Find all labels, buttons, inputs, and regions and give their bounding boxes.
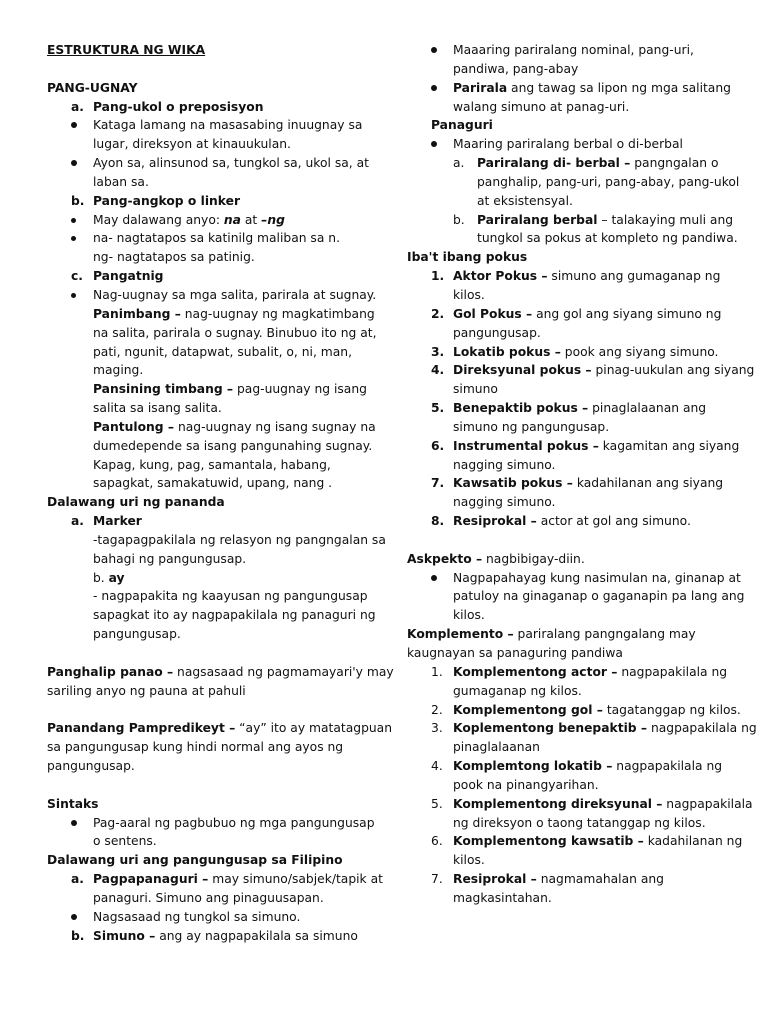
marker-line: -tagapagpakilala ng relasyon ng pangngalan sa bbox=[93, 532, 386, 547]
pansining-line: Pansining timbang – pag-uugnay ng isang bbox=[93, 382, 367, 397]
pokus-item-4: 4. Direksyunal pokus – pinag-uukulan ang siyang bbox=[431, 363, 755, 378]
item-b-ay: b. ay bbox=[93, 570, 125, 585]
pokus-item-1: 1. Aktor Pokus – simuno ang gumaganap ng bbox=[431, 269, 721, 284]
bullet-maaaring: Maaaring pariralang nominal, pang-uri, bbox=[407, 41, 729, 60]
ay-line: - nagpapakita ng kaayusan ng pangungusap bbox=[93, 589, 368, 604]
item-a-pagpapanaguri: a. Pagpapanaguri – may simuno/sabjek/tapik at bbox=[71, 872, 383, 887]
pokus-item-cont: pangungusap. bbox=[453, 325, 541, 340]
bullet-nagsasaad: Nagsasaad ng tungkol sa simuno. bbox=[47, 908, 377, 927]
ay-line: sapagkat ito ay nagpapakilala ng panaguri ng bbox=[93, 608, 376, 623]
komplemento-item-cont: gumaganap ng kilos. bbox=[453, 683, 582, 698]
bullet-parirala-cont: walang simuno at panag-uri. bbox=[453, 99, 630, 114]
bullet-sintaks: Pag-aaral ng pagbubuo ng mga pangungusap bbox=[47, 814, 377, 833]
bullet-icon bbox=[431, 47, 437, 53]
bullet-ayon-cont: laban sa. bbox=[93, 174, 149, 189]
pantulong-cont: Kapag, kung, pag, samantala, habang, bbox=[93, 457, 331, 472]
bullet-icon bbox=[71, 122, 77, 128]
pantulong-cont: dumedepende sa isang pangunahing sugnay. bbox=[93, 438, 373, 453]
heading-pokus: Iba't ibang pokus bbox=[407, 250, 528, 265]
bullet-icon bbox=[71, 293, 76, 298]
panandang-cont: pangungusap. bbox=[47, 759, 135, 774]
item-b-simuno: b. Simuno – ang ay nagpapakilala sa simuno bbox=[71, 928, 358, 943]
pokus-item-2: 2. Gol Pokus – ang gol ang siyang simuno ng bbox=[431, 306, 722, 321]
pokus-item-7: 7. Kawsatib pokus – kadahilanan ang siyang bbox=[431, 476, 724, 491]
komplemento-list bbox=[407, 663, 757, 908]
bullet-nag-uugnay: Nag-uugnay sa mga salita, parirala at sugnay. bbox=[47, 286, 377, 305]
komplemento-item-5: 5. Komplementong direksyunal – nagpapakilala bbox=[431, 796, 753, 811]
aspekto-line: Askpekto – nagbibigay-diin. bbox=[407, 551, 585, 566]
heading-pang-ugnay: PANG-UGNAY bbox=[47, 80, 138, 95]
bullet-na-ng: na- nagtatapos sa katinilg maliban sa n. bbox=[47, 229, 377, 248]
bullet-icon bbox=[431, 85, 437, 91]
panimbang-cont: pati, ngunit, datapwat, subalit, o, ni, man, bbox=[93, 344, 352, 359]
bullet-maaring: Maaring pariralang berbal o di-berbal bbox=[407, 135, 729, 154]
bullet-nagpapahayag: Nagpapahayag kung nasimulan na, ginanap at bbox=[407, 569, 729, 588]
bullet-parirala: Parirala ang tawag sa lipon ng mga salitang bbox=[407, 79, 729, 98]
panandang-line: Panandang Pampredikeyt – “ay” ito ay matatagpuan bbox=[47, 721, 392, 736]
pantulong-line: Pantulong – nag-uugnay ng isang sugnay na bbox=[93, 419, 376, 434]
right-column bbox=[407, 41, 757, 908]
pansining-cont: salita sa isang salita. bbox=[93, 401, 222, 416]
komplemento-item-1: 1. Komplementong actor – nagpapakilala ng bbox=[431, 664, 728, 679]
bullet-sintaks-cont: o sentens. bbox=[93, 834, 157, 849]
di-berbal-cont: at eksistensyal. bbox=[477, 193, 573, 208]
komplemento-item-6: 6. Komplementong kawsatib – kadahilanan ng bbox=[431, 834, 743, 849]
bullet-icon bbox=[71, 820, 77, 826]
heading-sintaks: Sintaks bbox=[47, 796, 99, 811]
komplemento-item-cont: pinaglalaanan bbox=[453, 740, 540, 755]
bullet-kataga: Kataga lamang na masasabing inuugnay sa bbox=[47, 116, 377, 135]
bullet-kataga-cont: lugar, direksyon at kinauukulan. bbox=[93, 137, 291, 152]
bullet-icon bbox=[71, 160, 77, 166]
bullet-dalawang-anyo: May dalawang anyo: na at –ng bbox=[47, 211, 377, 230]
di-berbal-cont: panghalip, pang-uri, pang-abay, pang-ukol bbox=[477, 174, 740, 189]
bullet-icon bbox=[71, 236, 76, 241]
item-b-pang-angkop: b. Pang-angkop o linker bbox=[71, 193, 241, 208]
panghalip-line: Panghalip panao – nagsasaad ng pagmamayari'y may bbox=[47, 664, 394, 679]
pokus-item-cont: nagging simuno. bbox=[453, 495, 556, 510]
pokus-item-cont: kilos. bbox=[453, 287, 485, 302]
bullet-na-ng-cont: ng- nagtatapos sa patinig. bbox=[93, 250, 255, 265]
pokus-item-3: 3. Lokatib pokus – pook ang siyang simuno. bbox=[431, 344, 719, 359]
komplemento-item-cont: kilos. bbox=[453, 853, 485, 868]
item-a-pang-ukol: a. Pang-ukol o preposisyon bbox=[71, 99, 264, 114]
heading-pananda: Dalawang uri ng pananda bbox=[47, 495, 225, 510]
left-column bbox=[47, 41, 394, 946]
pantulong-cont: sapagkat, samakatuwid, upang, nang . bbox=[93, 476, 333, 491]
panghalip-cont: sariling anyo ng pauna at pahuli bbox=[47, 683, 246, 698]
bullet-icon bbox=[71, 914, 77, 920]
item-c-pangatnig: c. Pangatnig bbox=[71, 269, 164, 284]
pokus-item-6: 6. Instrumental pokus – kagamitan ang siyang bbox=[431, 438, 740, 453]
bullet-nagpapahayag-cont: kilos. bbox=[453, 608, 485, 623]
pokus-item-5: 5. Benepaktib pokus – pinaglalaanan ang bbox=[431, 401, 707, 416]
pokus-item-8: 8. Resiprokal – actor at gol ang simuno. bbox=[431, 514, 691, 529]
document-title: ESTRUKTURA NG WIKA bbox=[47, 43, 206, 57]
panimbang-line: Panimbang – nag-uugnay ng magkatimbang bbox=[93, 306, 375, 321]
item-a-marker: a. Marker bbox=[71, 514, 142, 529]
pagpapanaguri-cont: panaguri. Simuno ang pinaguusapan. bbox=[93, 890, 324, 905]
bullet-icon bbox=[431, 575, 437, 581]
komplemento-item-7: 7. Resiprokal – nagmamahalan ang bbox=[431, 872, 664, 887]
bullet-icon bbox=[71, 218, 76, 223]
panimbang-cont: na salita, parirala o sugnay. Binubuo ito ng at, bbox=[93, 325, 377, 340]
komplemento-line: Komplemento – pariralang pangngalang may bbox=[407, 627, 696, 642]
bullet-icon bbox=[431, 141, 437, 147]
item-b-berbal: b. Pariralang berbal – talakaying muli ang bbox=[453, 212, 734, 227]
ay-line: pangungusap. bbox=[93, 627, 181, 642]
pokus-item-cont: simuno ng pangungusap. bbox=[453, 419, 610, 434]
berbal-cont: tungkol sa pokus at kompleto ng pandiwa. bbox=[477, 231, 738, 246]
pokus-list bbox=[407, 267, 755, 531]
pokus-item-cont: simuno bbox=[453, 382, 498, 397]
heading-pangungusap: Dalawang uri ang pangungusap sa Filipino bbox=[47, 853, 343, 868]
heading-panaguri: Panaguri bbox=[431, 118, 493, 133]
komplemento-item-cont: ng direksyon o taong tatanggap ng kilos. bbox=[453, 815, 706, 830]
item-a-di-berbal: a. Pariralang di- berbal – pangngalan o bbox=[453, 156, 719, 171]
bullet-nagpapahayag-cont: patuloy na ginaganap o gaganapin pa lang ang bbox=[453, 589, 745, 604]
komplemento-cont: kaugnayan sa panaguring pandiwa bbox=[407, 646, 623, 660]
pokus-item-cont: nagging simuno. bbox=[453, 457, 556, 472]
komplemento-item-cont: pook na pinangyarihan. bbox=[453, 777, 599, 792]
panandang-cont: sa pangungusap kung hindi normal ang ayos ng bbox=[47, 740, 344, 755]
bullet-ayon: Ayon sa, alinsunod sa, tungkol sa, ukol sa, at bbox=[47, 154, 377, 173]
komplemento-item-2: 2. Komplementong gol – tagatanggap ng kilos. bbox=[431, 702, 741, 717]
marker-line: bahagi ng pangungusap. bbox=[93, 551, 247, 566]
bullet-maaaring-cont: pandiwa, pang-abay bbox=[453, 61, 579, 76]
komplemento-item-4: 4. Komplemtong lokatib – nagpapakilala ng bbox=[431, 759, 723, 774]
komplemento-item-cont: magkasintahan. bbox=[453, 890, 552, 905]
panimbang-cont: maging. bbox=[93, 363, 144, 378]
komplemento-item-3: 3. Koplementong benepaktib – nagpapakilala ng bbox=[431, 721, 757, 736]
